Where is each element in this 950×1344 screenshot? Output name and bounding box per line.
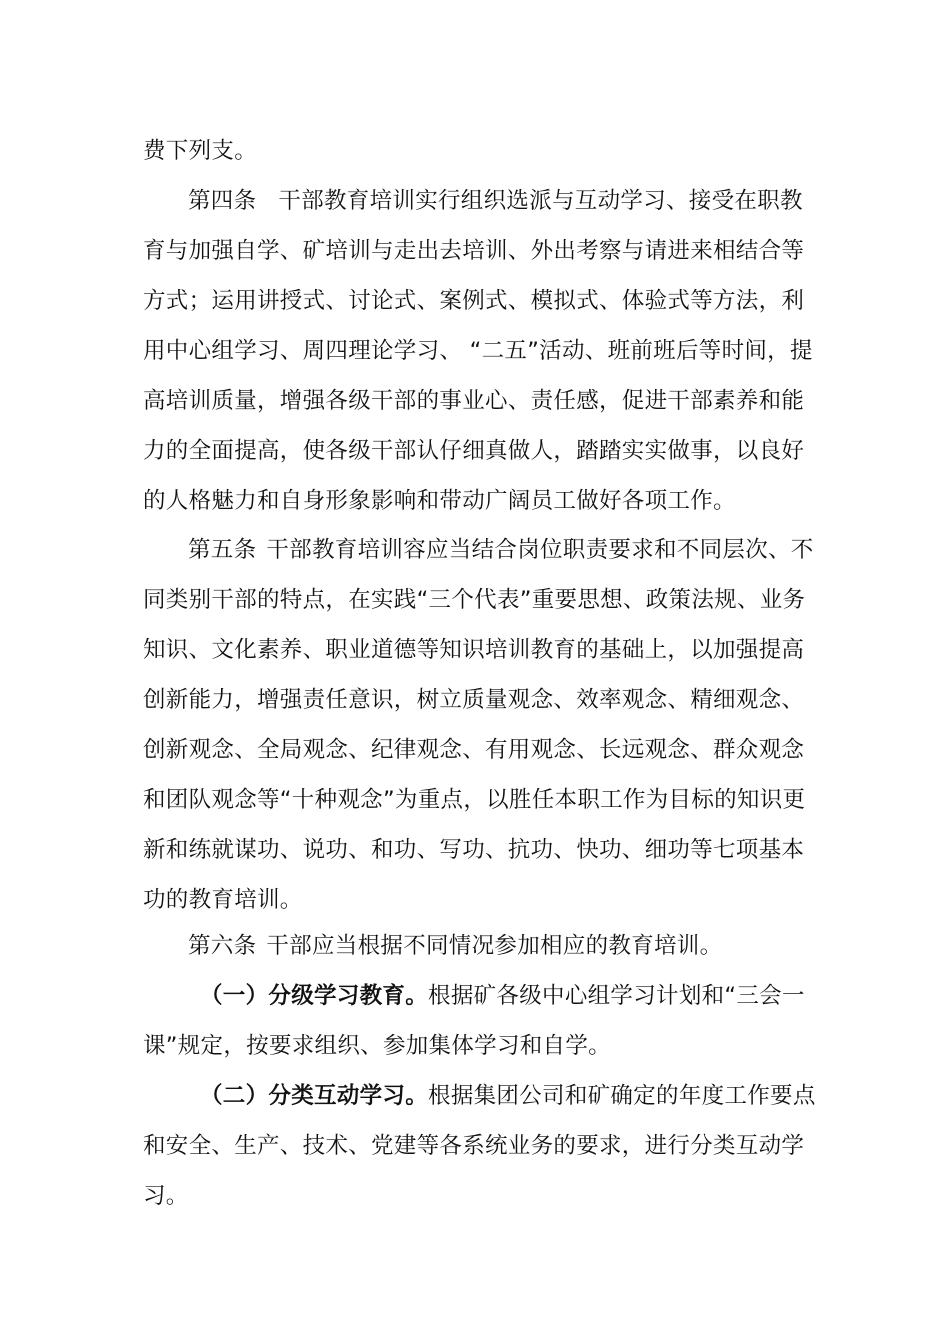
list-item-body: 根据集团公司和矿确定的年度工作要点和安全、生产、技术、党建等各系统业务的要求，进行分类互动学习。 (143, 1083, 816, 1209)
list-item-2 (143, 1071, 823, 1221)
paragraph-continuation (143, 126, 823, 176)
article-heading: 第六条 (188, 933, 257, 959)
article-6 (143, 921, 823, 971)
list-item-body: 根据矿各级中心组学习计划和“三会一课”规定，按要求组织、参加集体学习和自学。 (143, 983, 805, 1059)
article-4 (143, 176, 823, 526)
article-body: 干部应当根据不同情况参加相应的教育培训。 (266, 933, 723, 959)
article-heading: 第五条 (188, 537, 257, 563)
list-item-title: （一）分级学习教育。 (200, 983, 429, 1009)
list-item-title: （二）分类互动学习。 (200, 1083, 429, 1109)
article-body: 干部教育培训容应当结合岗位职责要求和不同层次、不同类别干部的特点，在实践“三个代表”重要思想、政策法规、业务知识、文化素养、职业道德等知识培训教育的基础上，以加强提高创新能力，增强责任意识，树立质量观念、效率观念、精细观念、创新观念、全局观念、纪律观念、有用观念、长远观念、群众观念和团队观念等“十种观念”为重点，以胜任本职工作为目标的知识更新和练就谋功、说功、和功、写功、抗功、快功、细功等七项基本功的教育培训。 (143, 537, 814, 913)
list-item-1 (143, 971, 823, 1071)
paragraph-text: 费下列支。 (143, 138, 258, 164)
article-body: 干部教育培训实行组织选派与互动学习、接受在职教育与加强自学、矿培训与走出去培训、外出考察与请进来相结合等方式；运用讲授式、讨论式、案例式、模拟式、体验式等方法，利用中心组学习、周四理论学习、 “二五”活动、班前班后等时间，提高培训质量，增强各级干部的事业心、责任感，促进干部素养和能力的全面提高，使各级干部认仔细真做人，踏踏实实做事，以良好的人格魅力和自身形象影响和带动广阔员工做好各项工作。 (143, 188, 813, 514)
article-heading: 第四条 (188, 188, 257, 214)
article-5 (143, 525, 823, 925)
